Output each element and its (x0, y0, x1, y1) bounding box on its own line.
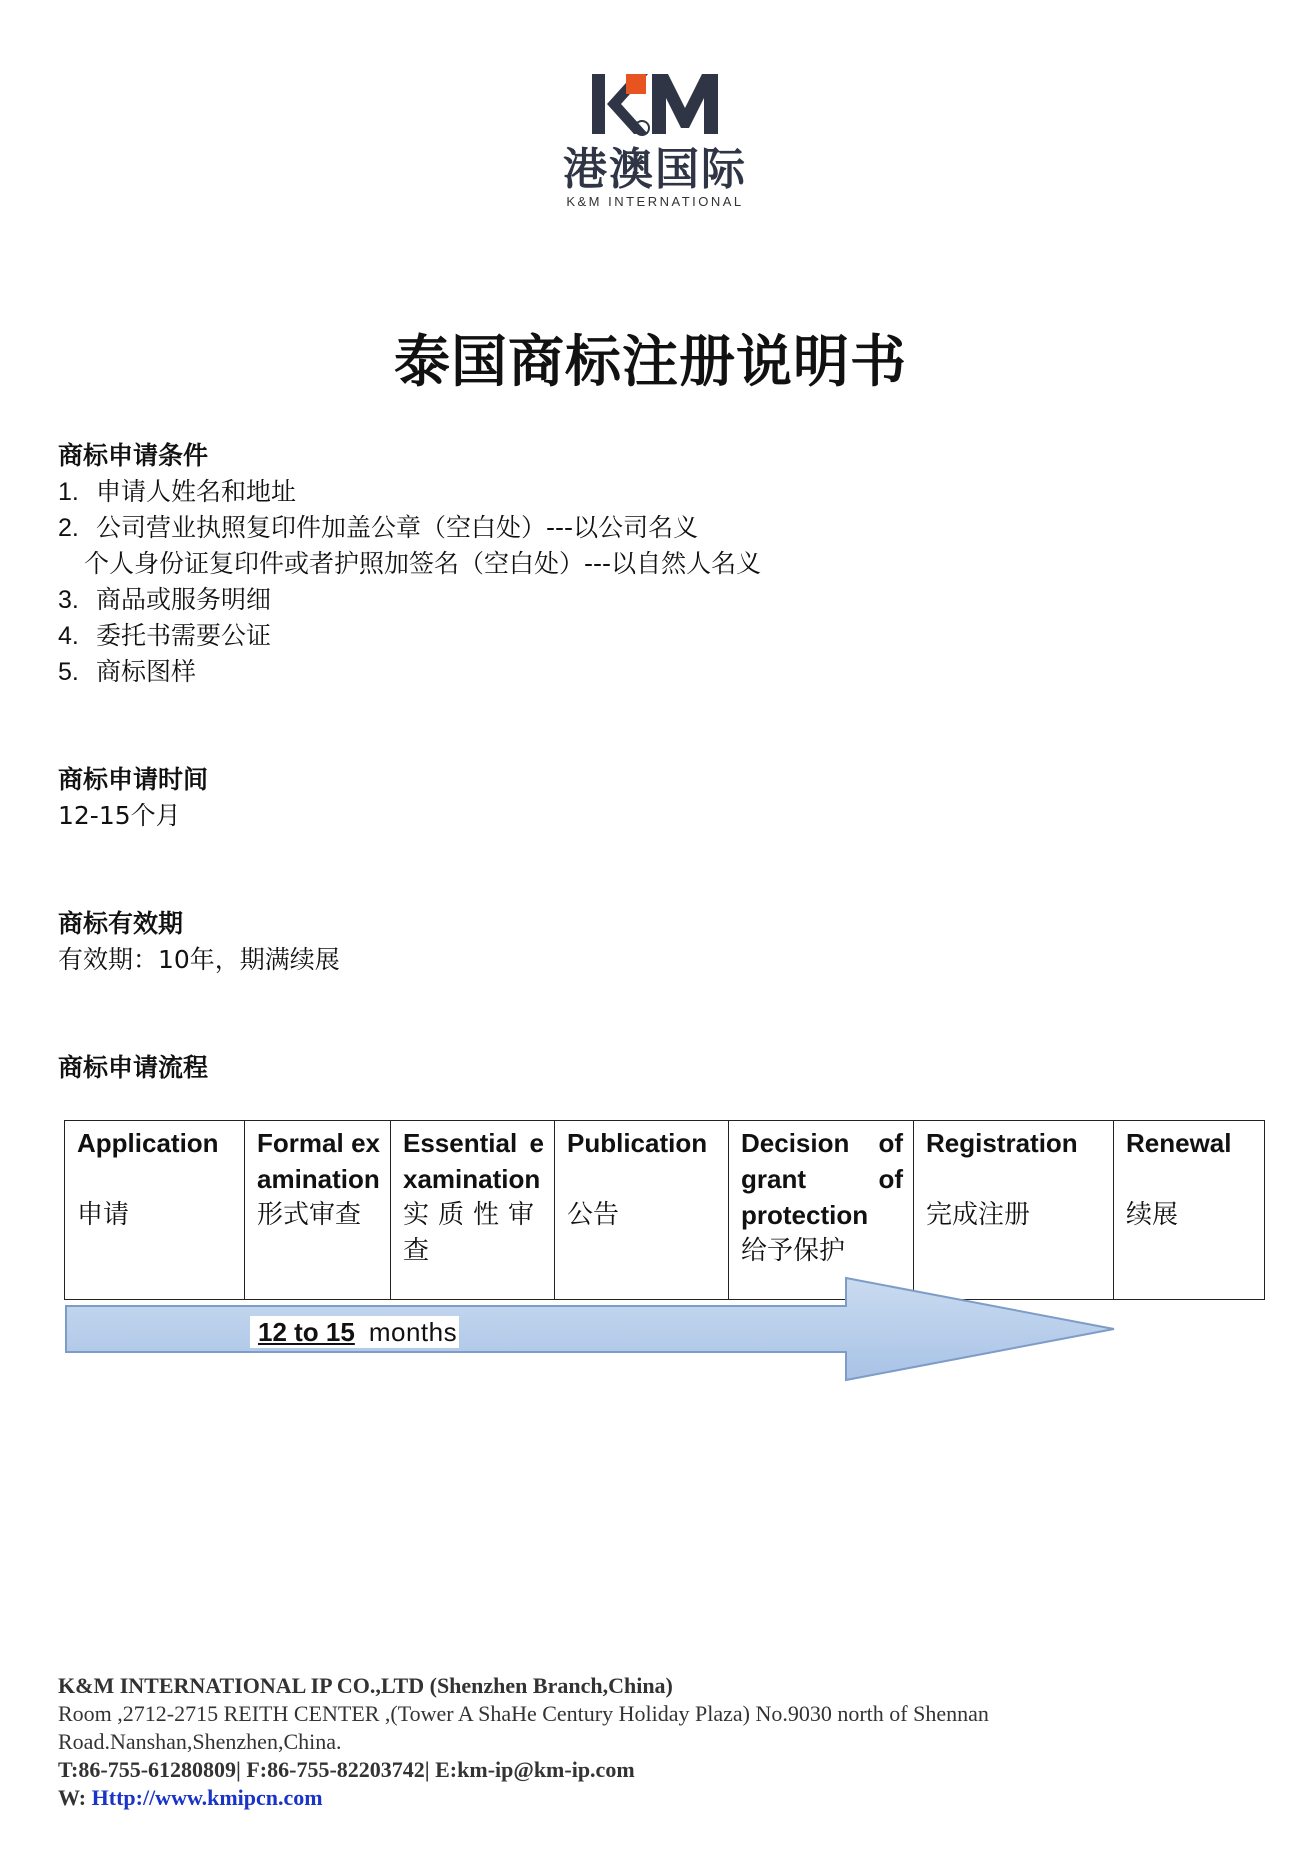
table-row (65, 1121, 1265, 1300)
list-item: 2. 公司营业执照复印件加盖公章（空白处）---以公司名义 (58, 513, 699, 542)
duration-section (58, 762, 208, 834)
list-item: 个人身份证复印件或者护照加签名（空白处）---以自然人名义 (84, 549, 762, 578)
requirements-heading: 商标申请条件 (58, 441, 209, 470)
process-heading: 商标申请流程 (58, 1053, 209, 1082)
page-title: 泰国商标注册说明书 (394, 330, 907, 395)
process-table (64, 1120, 1265, 1300)
company-logo (540, 70, 770, 230)
process-step-publication: Publication 公告 (555, 1121, 729, 1300)
process-step-renewal: Renewal 续展 (1114, 1121, 1265, 1300)
process-step-application: Application 申请 (65, 1121, 245, 1300)
validity-section (58, 906, 340, 978)
process-step-formal-examination: Formal examination 形式审查 (245, 1121, 391, 1300)
footer-website: W: Http://www.kmipcn.com (58, 1785, 323, 1810)
footer-address-line1: Room ,2712-2715 REITH CENTER ,(Tower A ShaHe Century Holiday Plaza) No.9030 north of Shennan (58, 1701, 989, 1726)
logo-chinese-name: 港澳国际 (563, 144, 747, 195)
footer-contact: T:86-755-61280809| F:86-755-82203742| E:km-ip@km-ip.com (58, 1757, 635, 1782)
process-step-grant-of-protection: Decision of grant of protection 给予保护 (729, 1121, 914, 1300)
process-step-registration: Registration 完成注册 (914, 1121, 1114, 1300)
requirements-list (58, 474, 761, 690)
logo-english-name: K&M INTERNATIONAL (566, 194, 744, 209)
footer-address-line2: Road.Nanshan,Shenzhen,China. (58, 1729, 342, 1754)
list-item: 5. 商标图样 (58, 657, 197, 686)
website-link[interactable]: Http://www.kmipcn.com (91, 1785, 323, 1810)
validity-heading: 商标有效期 (58, 909, 184, 938)
list-item: 1. 申请人姓名和地址 (58, 477, 297, 506)
timeline-arrow-icon (64, 1276, 1119, 1382)
list-item: 3. 商品或服务明细 (58, 585, 272, 614)
timeline-duration-label: 12 to 15 months (250, 1316, 459, 1348)
duration-value: 12-15个月 (58, 801, 181, 830)
duration-heading: 商标申请时间 (58, 765, 209, 794)
footer-company: K&M INTERNATIONAL IP CO.,LTD (Shenzhen Branch,China) (58, 1673, 673, 1698)
requirements-section (58, 438, 761, 690)
list-item: 4. 委托书需要公证 (58, 621, 272, 650)
process-section (58, 1050, 208, 1086)
process-step-essential-examination: Essential examination 实质性审查 (391, 1121, 555, 1300)
company-footer (58, 1672, 989, 1812)
validity-value: 有效期：10年，期满续展 (58, 945, 340, 974)
km-logo-mark-icon (590, 70, 720, 142)
